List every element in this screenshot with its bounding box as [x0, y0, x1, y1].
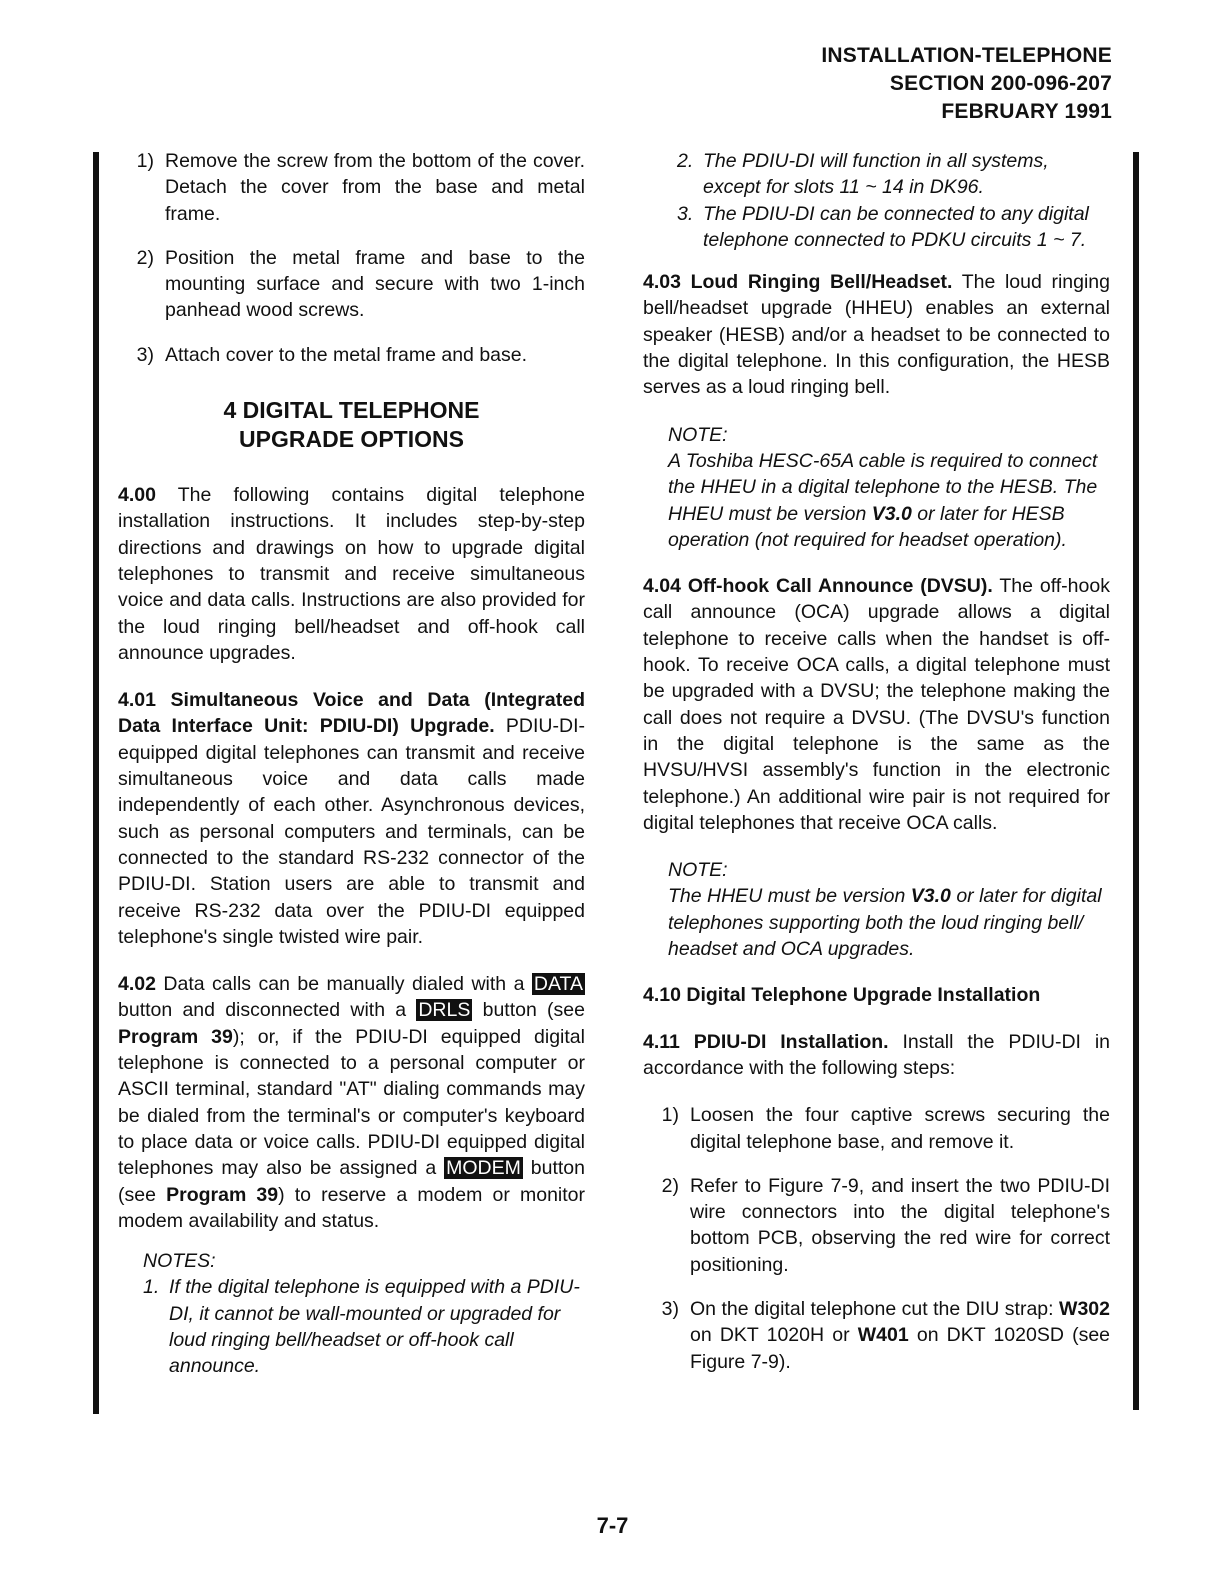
paragraph-heading: 4.03 Loud Ringing Bell/Headset.: [643, 271, 953, 294]
text-run: on DKT 1020H or: [690, 1324, 850, 1347]
note-text: The PDIU-DI will function in all systems, except for slots 11 ~ 14 in DK96.: [703, 150, 1049, 199]
left-column: [118, 148, 585, 1400]
step-text: Position the metal frame and base to the mounting surface and secure with two 1-inch panhead wood screws.: [165, 246, 585, 322]
paragraph-4-03: [643, 269, 1110, 400]
step-text: [690, 1296, 1110, 1375]
text-run: ) to reserve a modem or monitor modem availability and status.: [118, 1183, 585, 1232]
note-block-2: [668, 857, 1110, 962]
paragraph-4-01: [118, 687, 585, 950]
paragraph-text: The loud ringing bell/headset upgrade (HHEU) enables an external speaker (HESB) and/or a headset to be connected to the digital telephone. In this configuration, the HESB serves as a loud ringing bell.: [643, 271, 1110, 399]
paragraph-number: 4.02: [118, 973, 156, 996]
text-run: The HHEU must be version: [668, 885, 906, 908]
page-number: 7-7: [596, 1513, 629, 1538]
text-run: Data calls can be manually dialed with a: [163, 973, 525, 996]
note-text: The PDIU-DI can be connected to any digital telephone connected to PDKU circuits 1 ~ 7.: [703, 202, 1089, 251]
header-line-2: SECTION 200-096-207: [889, 72, 1112, 95]
paragraph-4-11: [643, 1029, 1110, 1082]
section-title: [118, 396, 585, 454]
section-title-line-2: UPGRADE OPTIONS: [239, 426, 464, 453]
strap-ref: W401: [857, 1324, 909, 1347]
paragraph-text: Install the PDIU-DI in accordance with the following steps:: [643, 1030, 1111, 1079]
paragraph-text: PDIU-DI-equipped digital telephones can transmit and receive simultaneous voice and data calls made independently of each other. Asynchronous devices, such as personal computers and terminals, can be connected to the standard RS-232 connector of the PDIU-DI. Station users are able to transmit and receive RS-232 data over the PDIU-DI equipped telephone's single twisted wire pair.: [118, 715, 585, 948]
paragraph-4-00: [118, 482, 585, 666]
step-number: 3): [661, 1297, 679, 1320]
header-line-1: INSTALLATION-TELEPHONE: [821, 44, 1112, 67]
paragraph-4-04: [643, 573, 1110, 836]
page-header: [821, 42, 1112, 126]
list-item: [677, 148, 1110, 201]
paragraph-text: The off-hook call announce (OCA) upgrade allows a digital telephone to receive calls when the handset is off-hook. To receive OCA calls, a digital telephone must be upgraded with a DVSU; the telephone making the call does not require a DVSU. (The DVSU's function in the digital telephone is the same as the HVSU/HVSI assembly's function in the electronic telephone.) An additional wire pair is not required for digital telephones that receive OCA calls.: [643, 575, 1110, 834]
note-text: [668, 883, 1110, 962]
list-item: [143, 1274, 585, 1379]
text-run: button (see: [118, 1157, 585, 1206]
notes-continued: [677, 148, 1110, 253]
list-item: [643, 1173, 1110, 1278]
note-number: 3.: [677, 202, 694, 225]
step-number: 2): [136, 246, 154, 269]
left-change-bar: [93, 152, 99, 1414]
step-text: Remove the screw from the bottom of the cover. Detach the cover from the base and metal frame.: [165, 150, 585, 225]
step-number: 1): [661, 1104, 679, 1127]
text-run: on DKT 1020SD (see Figure 7-9).: [690, 1324, 1111, 1373]
program-ref: Program 39: [166, 1183, 279, 1206]
text-run: or later for digital telephones supporting both the loud ringing bell/ headset and OCA upgrades.: [668, 885, 1102, 961]
right-change-bar: [1133, 152, 1139, 1410]
step-number: 2): [661, 1174, 679, 1197]
step-text: Refer to Figure 7-9, and insert the two PDIU-DI wire connectors into the digital telephone's bottom PCB, observing the red wire for correct positioning.: [690, 1174, 1110, 1276]
program-ref: Program 39: [118, 1025, 233, 1048]
note-number: 2.: [677, 150, 694, 172]
list-item: [643, 1102, 1110, 1155]
paragraph-4-02: [118, 971, 585, 1234]
paragraph-heading: 4.04 Off-hook Call Announce (DVSU).: [643, 575, 993, 598]
note-text: If the digital telephone is equipped with a PDIU-DI, it cannot be wall-mounted or upgraded for loud ringing bell/headset or off-hook call announce.: [169, 1276, 580, 1378]
step-text: Loosen the four captive screws securing the digital telephone base, and remove it.: [690, 1104, 1110, 1153]
strap-ref: W302: [1059, 1297, 1110, 1320]
text-run: or later for HESB operation (not required for headset operation).: [668, 502, 1067, 551]
text-run: ); or, if the PDIU-DI equipped digital telephone is connected to a personal computer or ASCII terminal, standard "AT" dialing commands may be dialed from the terminal's or computer's keyboard to place data or voice calls. PDIU-DI equipped digital telephones may also be assigned a: [118, 1025, 585, 1180]
note-block-1: [668, 422, 1110, 553]
paragraph-number: 4.00: [118, 484, 156, 507]
text-run: A Toshiba HESC-65A cable is required to connect the HHEU in a digital telephone to the HESB. The HHEU must be version: [668, 449, 1098, 525]
notes-block: [143, 1248, 585, 1379]
list-item: [677, 201, 1110, 254]
modem-key: MODEM: [446, 1157, 521, 1180]
note-text: [668, 448, 1110, 553]
list-item: [118, 342, 585, 368]
version-ref: V3.0: [910, 885, 951, 908]
header-line-3: FEBRUARY 1991: [941, 100, 1112, 123]
note-number: 1.: [143, 1276, 160, 1299]
step-number: 3): [136, 343, 154, 366]
step-number: 1): [136, 150, 154, 172]
drls-key: DRLS: [418, 999, 471, 1022]
section-title-line-1: 4 DIGITAL TELEPHONE: [223, 397, 480, 424]
list-item: [118, 148, 585, 227]
heading-4-10: 4.10 Digital Telephone Upgrade Installation: [643, 984, 1041, 1007]
note-label: NOTE:: [668, 859, 728, 882]
note-label: NOTE:: [668, 423, 728, 446]
list-item: [118, 245, 585, 324]
text-run: On the digital telephone cut the DIU strap:: [690, 1297, 1054, 1320]
paragraph-heading: 4.01 Simultaneous Voice and Data (Integrated Data Interface Unit: PDIU-DI) Upgrade.: [118, 689, 585, 738]
notes-label: NOTES:: [143, 1250, 216, 1273]
text-run: button (see: [482, 999, 585, 1022]
paragraph-heading: 4.11 PDIU-DI Installation.: [643, 1030, 889, 1053]
text-run: button and disconnected with a: [118, 999, 407, 1022]
data-key: DATA: [533, 973, 584, 996]
step-text: Attach cover to the metal frame and base.: [165, 343, 528, 366]
version-ref: V3.0: [871, 502, 912, 525]
right-column: [643, 148, 1110, 1393]
paragraph-text: The following contains digital telephone installation instructions. It includes step-by-step directions and drawings on how to upgrade digital telephones to transmit and receive simultaneous voice and data calls. Instructions are also provided for the loud ringing bell/headset and off-hook call announce upgrades.: [118, 484, 585, 664]
list-item: [643, 1296, 1110, 1375]
